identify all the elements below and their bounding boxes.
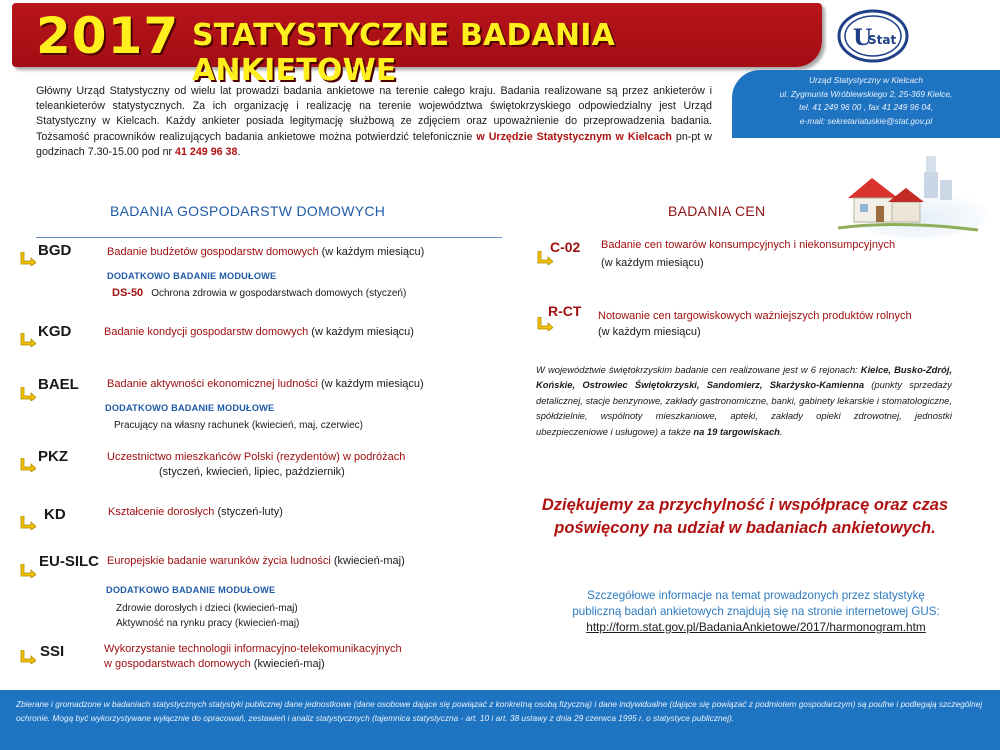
banner-year: 2017 <box>36 7 180 65</box>
survey-desc-ssi-2: w gospodarstwach domowych (kwiecień-maj) <box>104 658 325 670</box>
survey-period-c02: (w każdym miesiącu) <box>601 257 704 269</box>
module-heading-eusilc: DODATKOWO BADANIE MODUŁOWE <box>106 585 276 595</box>
contact-email[interactable]: e-mail: sekretariatuskie@stat.gov.pl <box>799 115 933 126</box>
arrow-icon <box>537 317 553 331</box>
arrow-icon <box>20 650 36 664</box>
module-item-ds50: DS-50 Ochrona zdrowia w gospodarstwach domowych (styczeń) <box>112 287 407 299</box>
banner-title: STATYSTYCZNE BADANIA ANKIETOWE <box>192 18 616 88</box>
intro-office: w Urzędzie Statystycznym w Kielcach <box>476 130 672 143</box>
intro-paragraph: Główny Urząd Statystyczny od wielu lat prowadzi badania ankietowe na terenie całego kraju. Badania realizowane są przez ankieterów i teleankieterów statystycznych. Za ich organizację i realizację na terenie województwa świętokrzyskiego odpowiedzialny jest Urząd Statystyczny w Kielcach. Każdy ankieter posiada legitymację służbową ze zdjęciem oraz upoważnienie do przeprowadzenia badania. Tożsamość pracowników realizujących badania ankietowe można potwierdzić telefonicznie w Urzędzie Statystycznym w Kielcach pn-pt w godzinach 7.30-15.00 pod nr 41 249 96 38. <box>36 85 712 158</box>
survey-desc-rct: Notowanie cen targowiskowych ważniejszych produktów rolnych <box>598 310 912 322</box>
stat-logo <box>835 8 911 64</box>
gus-schedule-link[interactable]: http://form.stat.gov.pl/BadaniaAnkietowe/2017/harmonogram.htm <box>586 619 926 634</box>
survey-code-ssi: SSI <box>40 643 65 660</box>
more-info: Szczegółowe informacje na temat prowadzonych przez statystykę publiczną badań ankietowych znajdują się na stronie internetowej GUS: http://form.stat.gov.pl/BadaniaAnkietowe/2017/harmonogram.htm <box>512 588 1000 635</box>
households-divider <box>36 237 502 238</box>
confidentiality-footer: Zbierane i gromadzone w badaniach statystycznych statystyki publicznej dane jednostkowe (dane osobowe dające się powiązać z konkretną osobą fizyczną) i dane indywidualne (dające się powiązać z podmiotem gospodarczym) są poufne i podlegają szczególnej ochronie. Mogą być wykorzystywane wyłącznie do opracowań, zestawień i analiz statystycznych (tajemnica statystyczna - art. 10 i art. 38 ustawy z dnia 29 czerwca 1995 r. o statystyce publicznej). <box>0 690 1000 750</box>
module-item-eusilc-1: Zdrowie dorosłych i dzieci (kwiecień-maj) <box>116 603 298 614</box>
survey-code-c02: C-02 <box>550 239 581 255</box>
arrow-icon <box>20 516 36 530</box>
title-banner <box>12 3 822 88</box>
contact-phone: tel. 41 249 96 00 , fax 41 249 96 04, <box>798 102 934 112</box>
svg-text:U: U <box>853 25 873 51</box>
survey-desc-c02: Badanie cen towarów konsumpcyjnych i niekonsumpcyjnych <box>601 239 896 251</box>
households-heading: BADANIA GOSPODARSTW DOMOWYCH <box>110 203 386 219</box>
survey-code-kgd: KGD <box>38 323 72 340</box>
survey-code-eusilc: EU-SILC <box>39 553 99 570</box>
survey-desc-kd: Kształcenie dorosłych (styczeń-luty) <box>108 506 283 518</box>
survey-desc-kgd: Badanie kondycji gospodarstw domowych (w każdym miesiącu) <box>104 326 414 338</box>
house-illustration <box>828 150 986 242</box>
survey-desc-bael: Badanie aktywności ekonomicznej ludności (w każdym miesiącu) <box>107 378 424 390</box>
arrow-icon <box>20 252 36 266</box>
svg-text:Stat: Stat <box>868 33 897 47</box>
survey-code-bael: BAEL <box>38 376 79 393</box>
module-item-eusilc-2: Aktywność na rynku pracy (kwiecień-maj) <box>116 618 300 629</box>
module-item-bael: Pracujący na własny rachunek (kwiecień, maj, czerwiec) <box>114 420 363 431</box>
survey-code-rct: R-CT <box>548 303 582 319</box>
thank-you-message: Dziękujemy za przychylność i współpracę oraz czas poświęcony na udział w badaniach ankietowych. <box>541 496 949 537</box>
survey-period-rct: (w każdym miesiącu) <box>598 326 701 338</box>
contact-address: ul. Zygmunta Wróblewskiego 2, 25-369 Kielce, <box>779 88 953 99</box>
survey-code-bgd: BGD <box>38 242 72 259</box>
survey-desc-ssi: Wykorzystanie technologii informacyjno-telekomunikacyjnych <box>104 643 402 655</box>
survey-desc-eusilc: Europejskie badanie warunków życia ludności (kwiecień-maj) <box>107 555 405 567</box>
prices-heading: BADANIA CEN <box>668 203 766 219</box>
survey-code-pkz: PKZ <box>38 448 68 465</box>
contact-panel <box>732 70 1000 138</box>
module-heading-bael: DODATKOWO BADANIE MODUŁOWE <box>105 403 275 413</box>
survey-desc-pkz: Uczestnictwo mieszkańców Polski (rezydentów) w podróżach <box>107 451 406 463</box>
survey-period-pkz: (styczeń, kwiecień, lipiec, październik) <box>159 466 345 478</box>
price-regions-paragraph: W województwie świętokrzyskim badanie cen realizowane jest w 6 rejonach: Kielce, Busko-Zdrój, Końskie, Ostrowiec Świętokrzyski, Sandomierz, Skarżysko-Kamienna (punkty sprzedaży detalicznej, stacje benzynowe, zakłady gastronomiczne, banki, gabinety lekarskie i stomatologiczne, spółdzielnie, wspólnoty mieszkaniowe, apteki, zakłady opieki zdrowotnej, jednostki ubezpieczeniowe i usługowe) a także na 19 targowiskach. <box>536 364 952 437</box>
survey-desc-bgd: Badanie budżetów gospodarstw domowych (w każdym miesiącu) <box>107 246 425 258</box>
module-heading-bgd: DODATKOWO BADANIE MODUŁOWE <box>107 271 277 281</box>
intro-phone: 41 249 96 38 <box>175 145 238 158</box>
contact-office: Urząd Statystyczny w Kielcach <box>808 75 924 85</box>
arrow-icon <box>20 458 36 472</box>
arrow-icon <box>20 387 36 401</box>
survey-code-kd: KD <box>44 506 66 523</box>
arrow-icon <box>20 333 36 347</box>
arrow-icon <box>20 564 36 578</box>
